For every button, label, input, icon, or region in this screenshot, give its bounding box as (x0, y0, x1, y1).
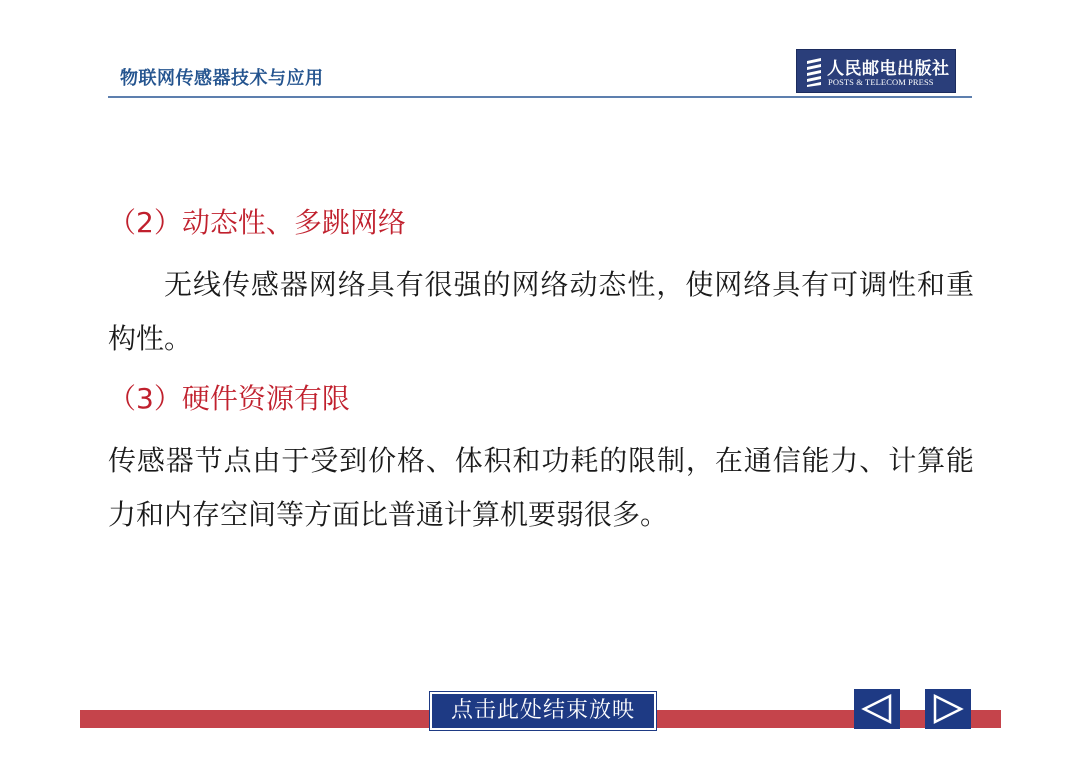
slide-content (108, 196, 974, 548)
publisher-subtitle: POSTS & TELECOM PRESS (828, 77, 934, 87)
triangle-left-icon (856, 691, 898, 727)
end-show-button[interactable]: 点击此处结束放映 (430, 692, 656, 730)
publisher-logo-mark-icon (805, 57, 823, 87)
next-slide-button[interactable] (925, 689, 971, 729)
paragraph-dynamic: 无线传感器网络具有很强的网络动态性，使网络具有可调性和重构性。 (108, 268, 974, 355)
previous-slide-button[interactable] (854, 689, 900, 729)
triangle-right-icon (927, 691, 969, 727)
paragraph-hardware: 传感器节点由于受到价格、体积和功耗的限制，在通信能力、计算能力和内存空间等方面比普通计算机要弱很多。 (108, 444, 974, 531)
section-heading-hardware: （3）硬件资源有限 (108, 382, 350, 415)
publisher-logo (796, 49, 956, 93)
section-heading-dynamic: （2）动态性、多跳网络 (108, 206, 406, 239)
header-divider (108, 96, 972, 98)
publisher-name: 人民邮电出版社 (827, 59, 950, 79)
course-title: 物联网传感器技术与应用 (120, 68, 324, 89)
